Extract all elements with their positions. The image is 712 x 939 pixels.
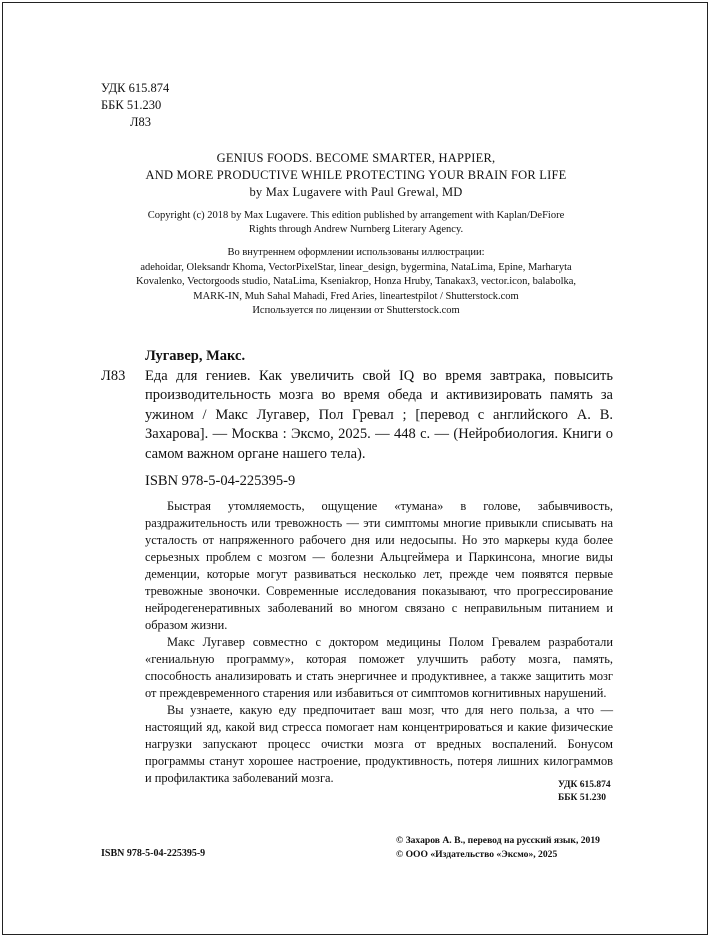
original-authors: by Max Lugavere with Paul Grewal, MD (249, 185, 463, 199)
footer-isbn: ISBN 978-5-04-225395-9 (101, 848, 206, 859)
original-title-block (0, 150, 712, 201)
udk-code: УДК 615.874 (101, 81, 170, 95)
original-title-line-1: GENIUS FOODS. BECOME SMARTER, HAPPIER, (216, 151, 496, 165)
footer-codes (558, 779, 611, 804)
illustrations-line-3: Kovalenko, Vectorgoods studio, NataLima, Kseniakrop, Honza Hruby, Tanakax3, vector.icon, balabolka, (135, 276, 577, 288)
illustrations-line-2: adehoidar, Oleksandr Khoma, VectorPixelStar, linear_design, bygermina, NataLima, Epine, Marharyta (140, 261, 572, 273)
copyright-publisher: © ООО «Издательство «Эксмо», 2025 (396, 849, 558, 860)
illustrations-credits (0, 246, 712, 319)
annotation-paragraph-2: Макс Лугавер совместно с доктором медицины Полом Гревалем разработали «гениальную программу», которая поможет улучшить работу мозга, память, способность анализировать и стать энергичнее и продуктивнее, а также защитить мозг от преждевременного старения или избавиться от симптомов когнитивных нарушений. (145, 635, 613, 700)
illustrations-line-1: Во внутреннем оформлении использованы иллюстрации: (227, 247, 485, 258)
copyright-notice (0, 209, 712, 237)
copyright-line-1: Copyright (c) 2018 by Max Lugavere. This edition published by arrangement with Kaplan/DeFiore (147, 210, 565, 221)
author-mark: Л83 (130, 115, 151, 129)
footer-copyrights (396, 834, 600, 862)
illustrations-line-5: Используется по лицензии от Shutterstock.com (252, 305, 460, 317)
footer-udk: УДК 615.874 (558, 780, 611, 790)
entry-isbn: ISBN 978-5-04-225395-9 (145, 472, 296, 489)
entry-bibliography: Еда для гениев. Как увеличить свой IQ во время завтрака, повысить производительность мозга во время обеда и активизировать память за ужином / Макс Лугавер, Пол Гревал ; [перевод с английского А. В. Захарова]. — Москва : Эксмо, 2025. — 448 с. — (Нейробиология. Книги о самом важном органе нашего тела). (145, 367, 613, 462)
illustrations-line-4: MARK-IN, Muh Sahal Mahadi, Fred Aries, lineartestpilot / Shutterstock.com (193, 290, 519, 302)
annotation-paragraph-1: Быстрая утомляемость, ощущение «тумана» в голове, забывчивость, раздражительность или тревожность — эти симптомы многие привыкли списывать на усталость от напряженного рабочего дня или недосыпы. Но это маркеры куда более серьезных проблем с мозгом — болезни Альцгеймера и Паркинсона, многие виды деменции, которые могут развиваться несколько лет, прежде чем появятся первые тревожные звоночки. Современные исследования показывают, что прогрессирование нейродегенеративных заболеваний во многом связано с неправильным питанием и образом жизни. (145, 499, 613, 632)
original-title-line-2: AND MORE PRODUCTIVE WHILE PROTECTING YOUR BRAIN FOR LIFE (145, 168, 567, 182)
footer-bbk: ББК 51.230 (558, 792, 606, 803)
entry-author: Лугавер, Макс. (145, 348, 246, 364)
catalog-entry (101, 347, 621, 491)
annotation (145, 498, 613, 787)
copyright-translation: © Захаров А. В., перевод на русский язык, 2019 (396, 835, 600, 846)
classification-codes (101, 80, 169, 131)
annotation-paragraph-3: Вы узнаете, какую еду предпочитает ваш мозг, что для него польза, а что — настоящий яд, какой вид стресса помогает нам концентрироваться и какие физические нагрузки запускают процесс очистки мозга от вредных воспалений. Бонусом программы станут хорошее настроение, продуктивность, потеря лишних килограммов и профилактика заболеваний мозга. (145, 703, 613, 785)
entry-code: Л83 (101, 367, 126, 384)
bbk-code: ББК 51.230 (101, 98, 162, 112)
copyright-line-2: Rights through Andrew Nurnberg Literary Agency. (248, 224, 464, 235)
